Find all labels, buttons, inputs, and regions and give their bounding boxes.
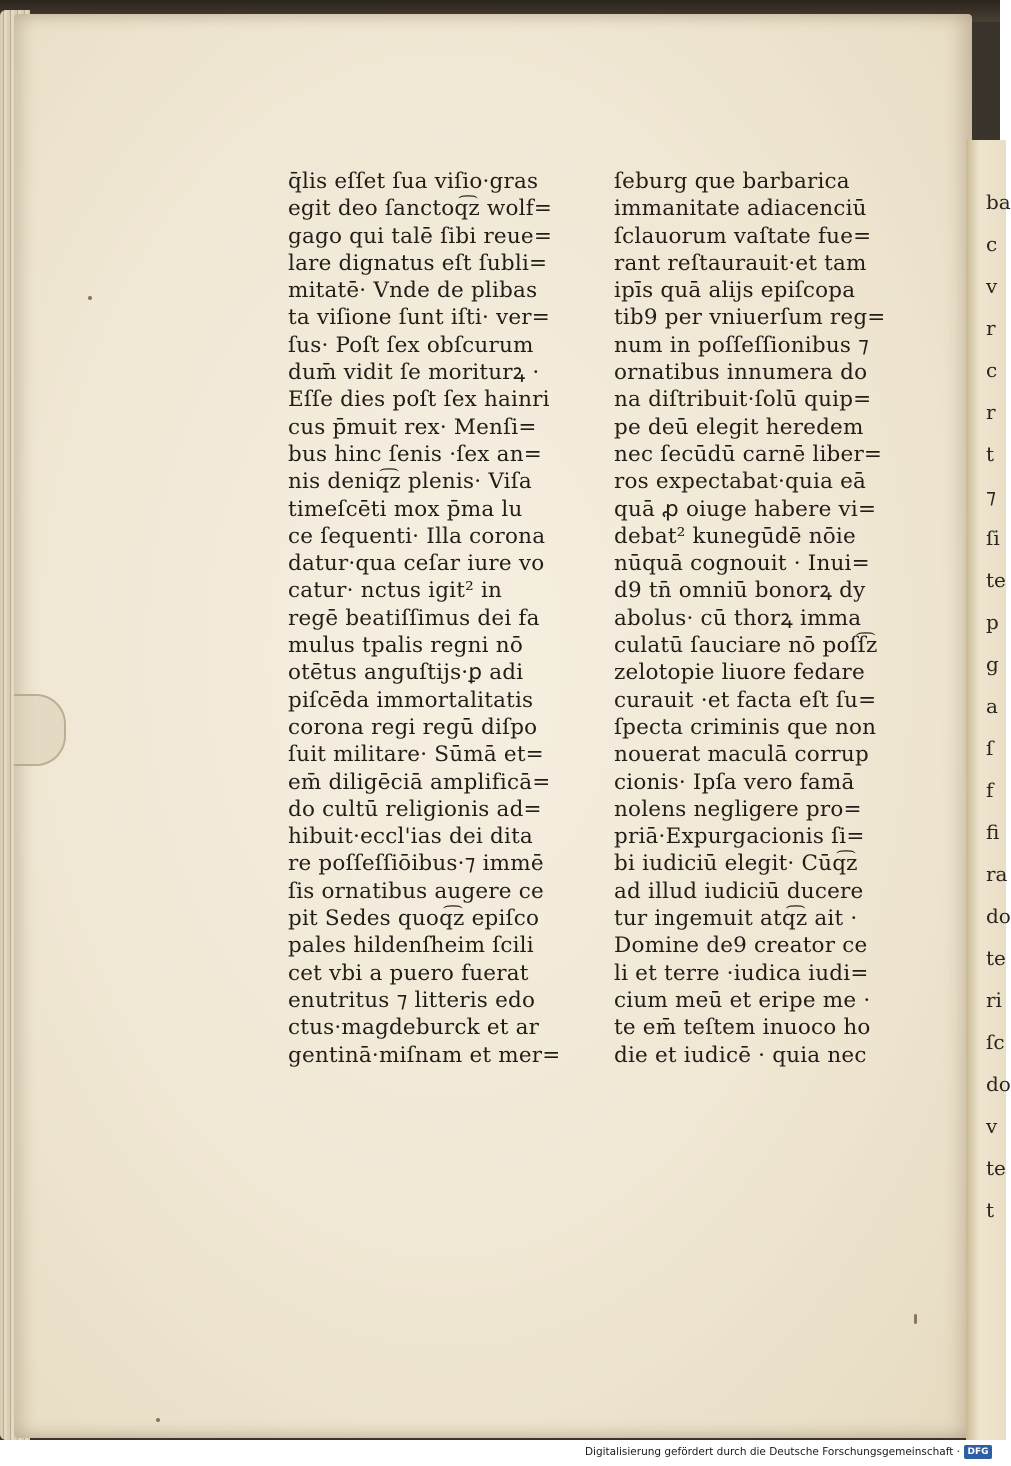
adjacent-page-fragment: f [986,778,994,802]
text-line: nolens negligere pro= [614,796,862,822]
text-line: die et iudicē · quia nec [614,1042,867,1068]
adjacent-page-fragment: te [986,568,1006,592]
text-line: cus p̄muit rex· Menſi= [288,414,537,440]
footer-bar [0,1440,1000,1466]
text-line: otētus anguſtijs·ꝑ adi [288,660,524,686]
text-line: ad illud iudiciū ducere [614,878,864,904]
text-line: debat² kunegūdē nōie [614,523,856,549]
text-line: quā ꝓ oiuge habere vi= [614,496,877,522]
adjacent-page-fragment: ſ [986,736,994,760]
text-line: tib9 per vniuerſum reg= [614,305,886,331]
text-line: hibuit·eccl'ias dei dita [288,824,533,850]
text-line: ſpecta criminis que non [614,714,877,740]
text-line: na diſtribuit·ſolū quip= [614,387,872,413]
text-line: ta viſione ſunt iſti· ver= [288,305,551,331]
text-line: enutritus ⁊ litteris edo [288,987,536,1013]
text-line: gago qui talē ſibi reue= [288,223,553,249]
text-line: immanitate adiacenciū [614,196,867,222]
text-line: bus hinc ſenis ·ſex an= [288,441,542,467]
text-line: bi iudiciū elegit· Cūq͡z [614,851,858,877]
text-line: zelotopie liuore fedare [614,660,865,686]
adjacent-page-fragment: ſi [986,526,1000,550]
text-line: re poſſeſſiōibus·⁊ immē [288,851,544,877]
text-line: li et terre ·iudica iudi= [614,960,869,986]
text-line: corona regi regū diſpo [288,714,538,740]
text-line: num in poſſeſſionibus ⁊ [614,332,870,358]
text-line: dum̄ vidit ſe moriturꝝ · [288,360,540,386]
text-line: gentinā·miſnam et mer= [288,1042,561,1068]
text-line: ſeburg que barbarica [614,169,850,194]
adjacent-page-fragment: v [986,1114,998,1138]
text-line: culatū ſauciare nō poſſ͡z [614,633,878,659]
text-line: cet vbi a puero fuerat [288,960,529,986]
adjacent-page-fragment: do [986,904,1011,928]
text-line: pales hildenſheim ſcili [288,933,534,959]
text-line: Eſſe dies poſt ſex hainri [288,387,550,413]
adjacent-page-fragment: p [986,610,999,634]
text-line: priā·Expurgacionis ſi= [614,824,865,850]
text-line: pe deū elegit heredem [614,414,864,440]
text-line: regē beatiſſimus dei fa [288,605,540,631]
adjacent-page-fragment: g [986,652,999,676]
adjacent-page-fragment: c [986,358,998,382]
adjacent-page [966,140,1011,1440]
clasp-impression [14,694,66,766]
text-column-right [614,168,909,1069]
adjacent-page-fragment: t [986,442,995,466]
text-line: d9 tn̄ omniū bonorꝝ dy [614,578,866,604]
adjacent-page-fragment: r [986,400,996,424]
adjacent-page-fragment: ſc [986,1030,1005,1054]
text-line: nis deniq͡z plenis· Viſa [288,469,532,495]
text-line: em̄ diligēciā amplificā= [288,769,551,795]
text-line: piſcēda immortalitatis [288,687,534,713]
text-line: datur·qua ceſar iure vo [288,551,545,577]
paper-speck [914,1314,917,1324]
text-line: nouerat maculā corrup [614,742,869,768]
adjacent-page-fragment: fi [986,820,1000,844]
paper-speck [156,1418,160,1422]
text-line: mulus tpalis regni nō [288,633,523,659]
adjacent-page-fragment: c [986,232,998,256]
text-line: ce ſequenti· Illa corona [288,523,546,549]
text-line: nūquā cognouit · Inui= [614,551,870,577]
adjacent-page-fragment: te [986,946,1006,970]
text-line: lare dignatus eſt ſubli= [288,250,548,276]
text-line: ros expectabat·quia eā [614,469,867,495]
text-line: curauit ·et facta eſt ſu= [614,687,877,713]
adjacent-page-fragment: ⁊ [986,484,996,508]
text-line: ſclauorum vaſtate fue= [614,223,872,249]
text-line: egit deo ſanctoq͡z wolf= [288,196,553,222]
adjacent-page-fragment: ra [986,862,1008,886]
text-line: ornatibus innumera do [614,360,868,386]
text-line: pit Sedes quoq͡z epiſco [288,906,540,932]
adjacent-page-fragment: do [986,1072,1011,1096]
text-line: Domine de9 creator ce [614,933,868,959]
text-line: ipīs quā alijs epiſcopa [614,278,856,304]
text-line: mitatē· Vnde de plibas [288,278,538,304]
text-line: ſus· Poſt ſex obſcurum [288,332,534,358]
dfg-logo: DFG [964,1445,992,1459]
text-line: nec ſecūdū carnē liber= [614,441,883,467]
text-line: ſuit militare· Sūmā et= [288,742,544,768]
text-line: timeſcēti mox p̄ma lu [288,496,523,522]
text-line: te em̄ teſtem inuoco ho [614,1015,871,1041]
adjacent-page-fragment: r [986,316,996,340]
adjacent-page-fragment: ri [986,988,1002,1012]
text-column-left [288,168,578,1069]
text-line: q̄lis eſſet ſua viſio·gras [288,169,539,194]
footer-credit: Digitalisierung gefördert durch die Deutsche Forschungsgemeinschaft · [584,1446,960,1458]
text-line: rant reſtaurauit·et tam [614,250,867,276]
adjacent-page-fragment: a [986,694,998,718]
text-line: abolus· cū thorꝝ imma [614,605,862,631]
text-line: catur· nctus igit² in [288,578,503,604]
adjacent-page-fragment: ba [986,190,1011,214]
text-line: cionis· Ipſa vero famā [614,769,855,795]
adjacent-page-fragment: v [986,274,998,298]
text-line: do cultū religionis ad= [288,796,542,822]
text-line: ctus·magdeburck et ar [288,1015,540,1041]
paper-speck [88,296,92,300]
adjacent-page-fragment: t [986,1198,995,1222]
text-line: cium meū et eripe me · [614,987,871,1013]
text-line: tur ingemuit atq͡z ait · [614,906,858,932]
text-line: ſis ornatibus augere ce [288,878,544,904]
adjacent-page-fragment: te [986,1156,1006,1180]
